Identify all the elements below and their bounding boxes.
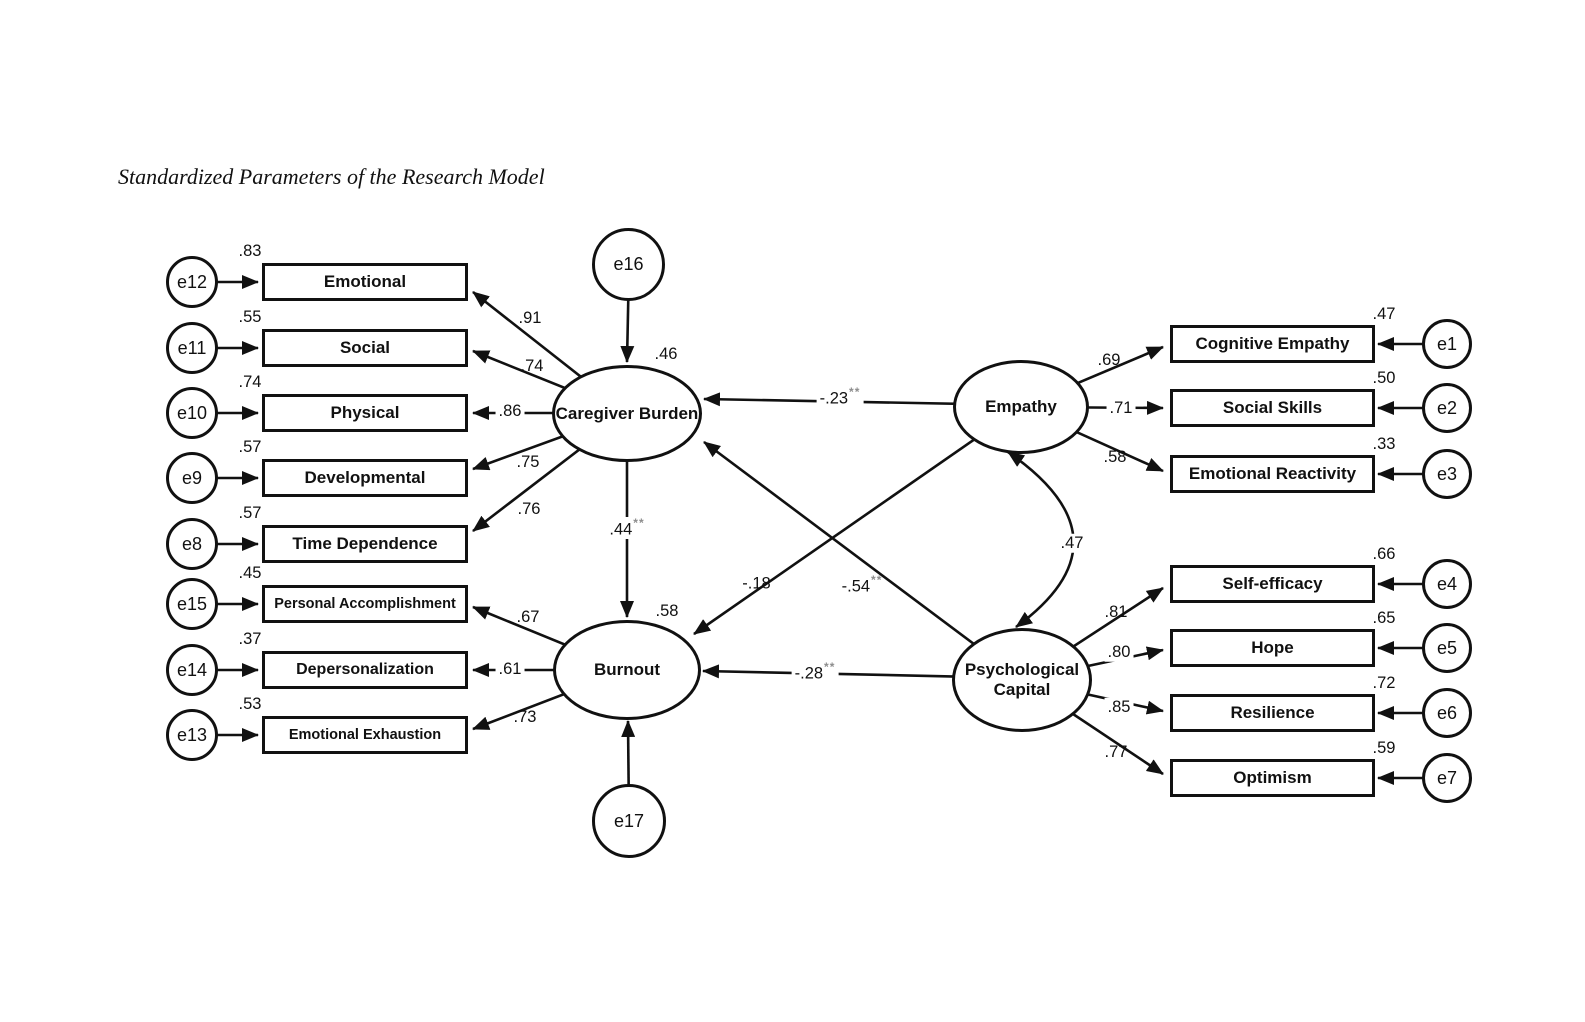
error-circle-e5 bbox=[1422, 623, 1472, 673]
error-circle-e8 bbox=[166, 518, 218, 570]
smc-hope: .65 bbox=[1372, 608, 1396, 627]
diagram-title: Standardized Parameters of the Research Model bbox=[118, 164, 545, 189]
error-circle-e16 bbox=[592, 228, 665, 301]
latent-label: Caregiver Burden bbox=[555, 403, 699, 423]
smc-cognitive-empathy: .47 bbox=[1372, 304, 1396, 323]
error-label: e9 bbox=[181, 467, 203, 488]
smc-personal-accomplishment: .45 bbox=[238, 563, 262, 582]
error-label: e15 bbox=[176, 593, 208, 614]
indicator-social bbox=[262, 329, 468, 367]
smc-developmental: .57 bbox=[238, 437, 262, 456]
path-label-burden-burnout bbox=[606, 517, 647, 539]
covariance-label bbox=[1058, 534, 1087, 553]
path-value: -.54 bbox=[841, 577, 871, 596]
indicator-physical bbox=[262, 394, 468, 432]
error-label: e10 bbox=[176, 402, 208, 423]
indicator-time-dependence bbox=[262, 525, 468, 563]
indicator-cognitive-empathy bbox=[1170, 325, 1375, 363]
indicator-label: Developmental bbox=[304, 468, 426, 487]
error-label: e17 bbox=[613, 810, 645, 831]
latent-label: Burnout bbox=[593, 660, 661, 680]
indicator-label: Cognitive Empathy bbox=[1195, 334, 1350, 353]
error-circle-e2 bbox=[1422, 383, 1472, 433]
error-label: e7 bbox=[1436, 767, 1458, 788]
error-label: e8 bbox=[181, 533, 203, 554]
indicator-resilience bbox=[1170, 694, 1375, 732]
indicator-emotional bbox=[262, 263, 468, 301]
smc-emotional-reactivity: .33 bbox=[1372, 434, 1396, 453]
latent-caregiver-burden bbox=[552, 365, 702, 462]
smc-emotional: .83 bbox=[238, 241, 262, 260]
path-value: -.23 bbox=[819, 389, 849, 408]
indicator-label: Self-efficacy bbox=[1222, 574, 1323, 593]
smc-caregiver-burden: .46 bbox=[654, 344, 678, 363]
indicator-label: Emotional Exhaustion bbox=[288, 727, 442, 743]
smc-social-skills: .50 bbox=[1372, 368, 1396, 387]
smc-social: .55 bbox=[238, 307, 262, 326]
error-circle-e12 bbox=[166, 256, 218, 308]
indicator-label: Physical bbox=[330, 403, 400, 422]
latent-burnout bbox=[553, 620, 701, 720]
indicator-emotional-reactivity bbox=[1170, 455, 1375, 493]
latent-label: Empathy bbox=[985, 397, 1057, 417]
smc-optimism: .59 bbox=[1372, 738, 1396, 757]
loading-depersonalization: .61 bbox=[496, 660, 525, 679]
latent-psychological-capital bbox=[952, 628, 1092, 732]
error-label: e3 bbox=[1436, 463, 1458, 484]
loading-resilience: .85 bbox=[1105, 698, 1134, 717]
error-label: e14 bbox=[176, 659, 208, 680]
error-label: e4 bbox=[1436, 573, 1458, 594]
loading-emotional: .91 bbox=[518, 308, 542, 327]
error-label: e16 bbox=[613, 254, 644, 274]
loading-social-skills: .71 bbox=[1107, 399, 1136, 418]
error-label: e11 bbox=[177, 337, 207, 358]
significance-stars: ** bbox=[849, 385, 861, 399]
error-circle-e1 bbox=[1422, 319, 1472, 369]
loading-developmental: .75 bbox=[516, 452, 540, 471]
smc-time-dependence: .57 bbox=[238, 503, 262, 522]
error-circle-e3 bbox=[1422, 449, 1472, 499]
indicator-hope bbox=[1170, 629, 1375, 667]
indicator-label: Hope bbox=[1251, 638, 1294, 657]
indicator-developmental bbox=[262, 459, 468, 497]
indicator-label: Social Skills bbox=[1222, 398, 1323, 417]
smc-emotional-exhaustion: .53 bbox=[238, 694, 262, 713]
smc-resilience: .72 bbox=[1372, 673, 1396, 692]
loading-cognitive-empathy: .69 bbox=[1097, 350, 1121, 369]
loading-social: .74 bbox=[520, 356, 544, 375]
indicator-label: Resilience bbox=[1230, 703, 1315, 722]
error-label: e2 bbox=[1436, 397, 1458, 418]
significance-stars: ** bbox=[871, 573, 883, 587]
significance-stars: ** bbox=[633, 516, 645, 530]
indicator-label: Emotional bbox=[323, 272, 407, 291]
indicator-label: Depersonalization bbox=[296, 661, 434, 678]
loading-personal-accomplishment: .67 bbox=[516, 607, 540, 626]
error-circle-e7 bbox=[1422, 753, 1472, 803]
loading-emotional-exhaustion: .73 bbox=[513, 707, 537, 726]
error-circle-e6 bbox=[1422, 688, 1472, 738]
loading-physical: .86 bbox=[496, 402, 525, 421]
indicator-personal-accomplishment bbox=[262, 585, 468, 623]
indicator-label: Emotional Reactivity bbox=[1188, 464, 1357, 483]
path-value: -.28 bbox=[794, 664, 824, 683]
indicator-depersonalization bbox=[262, 651, 468, 689]
latent-empathy bbox=[953, 360, 1089, 454]
latent-label-line2: Capital bbox=[993, 680, 1051, 699]
indicator-optimism bbox=[1170, 759, 1375, 797]
smc-depersonalization: .37 bbox=[238, 629, 262, 648]
error-circle-e4 bbox=[1422, 559, 1472, 609]
smc-self-efficacy: .66 bbox=[1372, 544, 1396, 563]
path-label-empathy-burnout bbox=[742, 572, 771, 592]
error-label: e12 bbox=[176, 271, 208, 292]
indicator-label: Optimism bbox=[1233, 768, 1312, 787]
error-circle-e13 bbox=[166, 709, 218, 761]
path-label-psycap-burnout bbox=[792, 661, 839, 683]
significance-stars: ** bbox=[824, 660, 836, 674]
path-value: .44 bbox=[609, 520, 633, 539]
smc-burnout: .58 bbox=[655, 601, 679, 620]
error-circle-e10 bbox=[166, 387, 218, 439]
error-label: e6 bbox=[1436, 702, 1458, 723]
error-label: e1 bbox=[1436, 333, 1458, 354]
indicator-social-skills bbox=[1170, 389, 1375, 427]
indicator-self-efficacy bbox=[1170, 565, 1375, 603]
error-circle-e14 bbox=[166, 644, 218, 696]
latent-label-line1: Psychological bbox=[964, 660, 1080, 680]
path-value: -.18 bbox=[742, 574, 771, 593]
loading-hope: .80 bbox=[1105, 643, 1134, 662]
error-label: e13 bbox=[176, 724, 208, 745]
path-value: .47 bbox=[1060, 533, 1084, 552]
indicator-label: Time Dependence bbox=[292, 534, 438, 553]
loading-optimism: .77 bbox=[1104, 742, 1128, 761]
path-label-psycap-burden bbox=[842, 575, 883, 595]
indicator-emotional-exhaustion bbox=[262, 716, 468, 754]
error-circle-e11 bbox=[166, 322, 218, 374]
path-label-empathy-burden bbox=[817, 386, 864, 408]
indicator-label: Personal Accomplishment bbox=[274, 596, 456, 612]
error-circle-e9 bbox=[166, 452, 218, 504]
path-empathy-burnout bbox=[694, 407, 1021, 634]
indicator-label: Social bbox=[339, 338, 391, 357]
loading-time-dependence: .76 bbox=[517, 499, 541, 518]
loading-emotional-reactivity: .58 bbox=[1103, 447, 1127, 466]
loading-self-efficacy: .81 bbox=[1104, 602, 1128, 621]
error-circle-e17 bbox=[592, 784, 666, 858]
smc-physical: .74 bbox=[238, 372, 262, 391]
error-circle-e15 bbox=[166, 578, 218, 630]
error-label: e5 bbox=[1436, 637, 1458, 658]
